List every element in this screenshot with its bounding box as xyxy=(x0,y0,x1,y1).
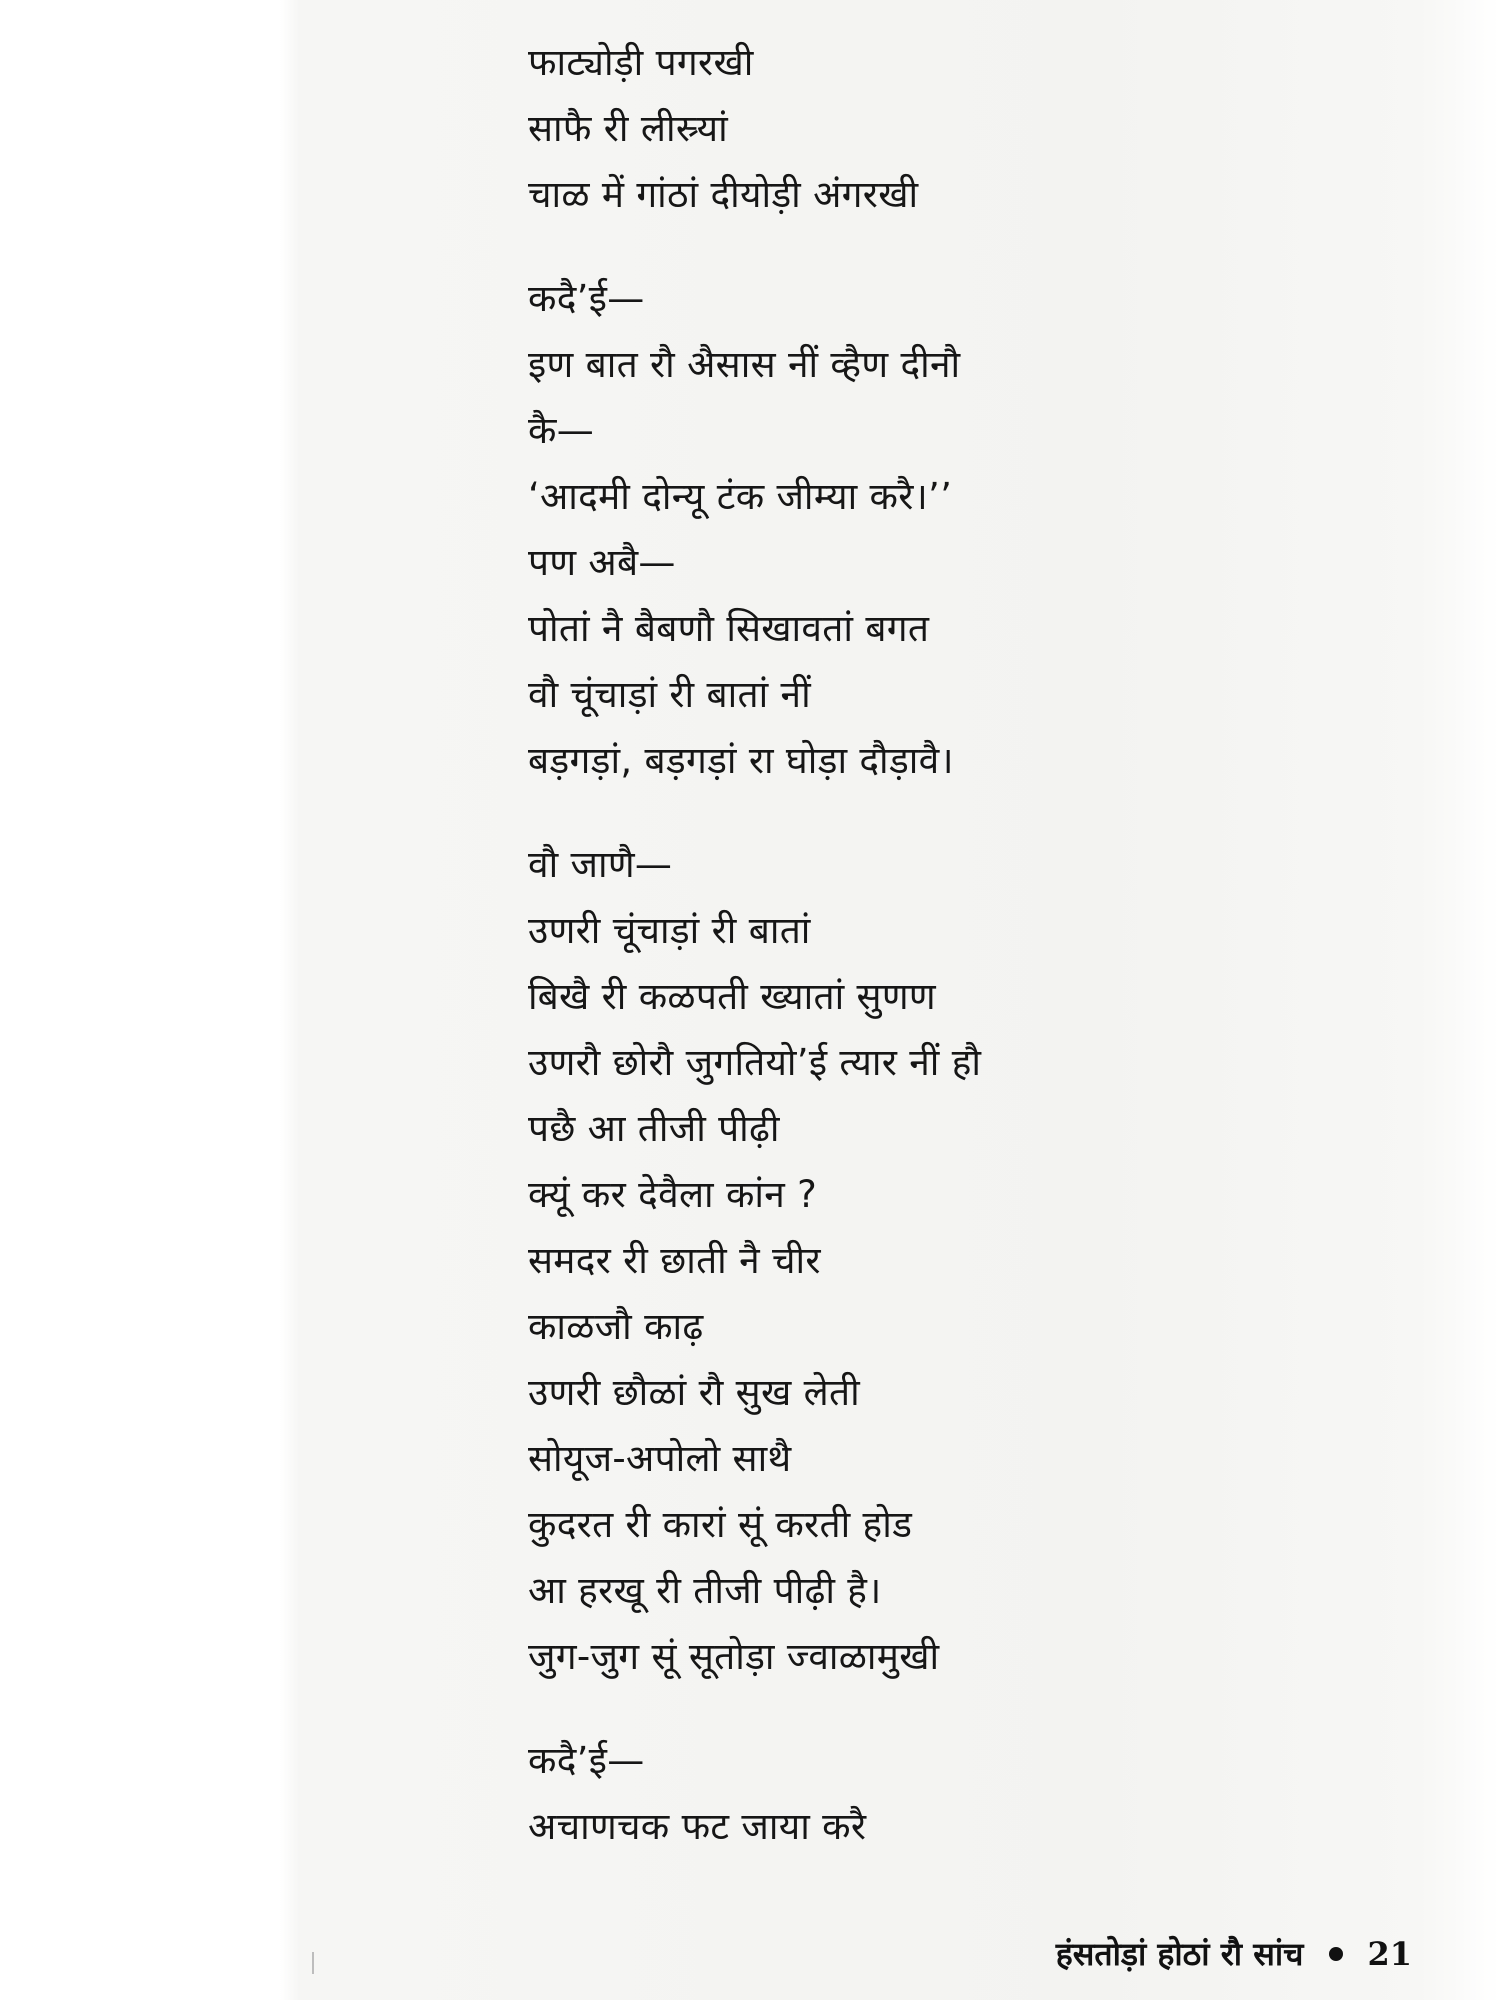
poem-line: आ हरखू री तीजी पीढ़ी है। xyxy=(528,1569,882,1612)
poem-line: जुग-जुग सूं सूतोड़ा ज्वाळामुखी xyxy=(528,1635,940,1678)
poem xyxy=(528,30,1428,1898)
poem-line: साफै री लीस्र्यां xyxy=(528,107,729,150)
poem-line: अचाणचक फट जाया करै xyxy=(528,1805,867,1848)
stanza-2 xyxy=(528,266,1428,794)
poem-line: बिखै री कळपती ख्यातां सुणण xyxy=(528,975,936,1018)
poem-line: बड़गड़ां, बड़गड़ां रा घोड़ा दौड़ावै। xyxy=(528,739,954,782)
poem-line: पण अबै— xyxy=(528,541,676,584)
poem-line: पोतां नै बैबणौ सिखावतां बगत xyxy=(528,607,930,650)
poem-line: कदै’ई— xyxy=(528,277,645,320)
poem-line: फाट्योड़ी पगरखी xyxy=(528,41,754,84)
stanza-1 xyxy=(528,30,1428,228)
poem-line: कुदरत री कारां सूं करती होड xyxy=(528,1503,913,1546)
book-title: हंसतोड़ां होठां रौ सांच xyxy=(1055,1935,1304,1973)
poem-line: उणरौ छोरौ जुगतियो’ई त्यार नीं हौ xyxy=(528,1041,982,1084)
poem-line: काळजौ काढ़ xyxy=(528,1305,704,1348)
poem-line: पछै आ तीजी पीढ़ी xyxy=(528,1107,780,1150)
stanza-3 xyxy=(528,832,1428,1690)
page-number: 21 xyxy=(1367,1934,1412,1973)
poem-line: उणरी चूंचाड़ां री बातां xyxy=(528,909,811,952)
bullet-icon xyxy=(1329,1947,1343,1961)
stanza-4 xyxy=(528,1728,1428,1860)
poem-line: उणरी छौळां रौ सुख लेती xyxy=(528,1371,860,1414)
page-footer xyxy=(1056,1932,1412,1975)
poem-line: ‘आदमी दोन्यू टंक जीम्या करै।’’ xyxy=(528,475,953,518)
poem-line: इण बात रौ अैसास नीं व्हैण दीनौ xyxy=(528,343,961,386)
poem-line: समदर री छाती नै चीर xyxy=(528,1239,821,1282)
crop-mark xyxy=(312,1952,314,1974)
poem-line: क्यूं कर देवैला कांन ? xyxy=(528,1173,818,1216)
poem-line: चाळ में गांठां दीयोड़ी अंगरखी xyxy=(528,173,919,216)
poem-line: वौ जाणै— xyxy=(528,843,673,886)
poem-line: वौ चूंचाड़ां री बातां नीं xyxy=(528,673,811,716)
poem-line: सोयूज-अपोलो साथै xyxy=(528,1437,792,1480)
poem-line: कदै’ई— xyxy=(528,1739,645,1782)
poem-line: कै— xyxy=(528,409,595,452)
